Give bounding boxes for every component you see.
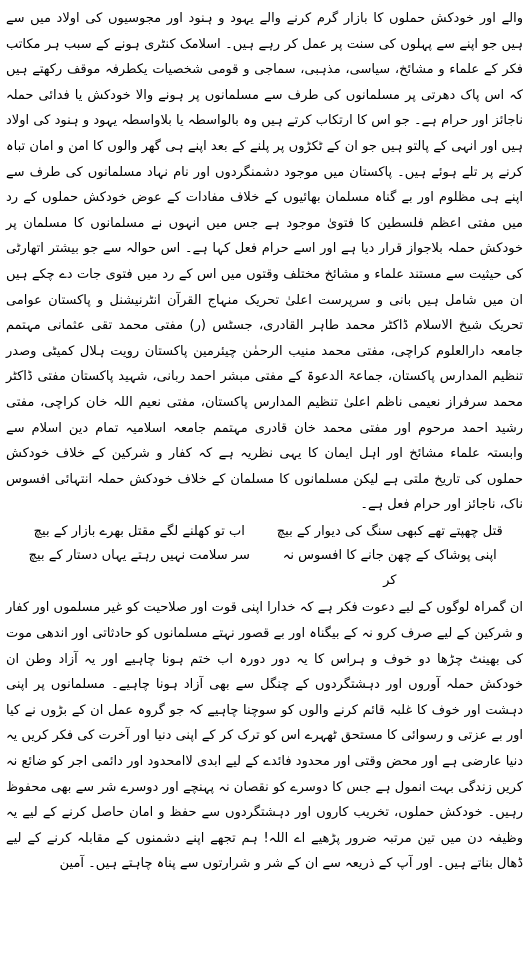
poem-verse-4: سر سلامت نہیں رہتے یہاں دستار کے بیچ — [28, 548, 250, 564]
paragraph-2: ان گمراہ لوگوں کے لیے دعوت فکر ہے کہ خدارا اپنی قوت اور صلاحیت کو غیر مسلموں اور کفار و شرکین کے لیے صرف کرو نہ کے بیگناہ اور بے قصور نہتے مسلمانوں کو حادثاتی اور اندھی موت کی بھینٹ چڑھا دو خوف و ہراس کا یہ دور دورہ اب ختم ہونا چاہیے اور یہ آزاد وطن ان خودکش حملہ آوروں اور دہشتگردوں کے چنگل سے بھی آزاد ہونا چاہیے۔ مسلمانوں پر اپنی دہشت اور خوف کا غلبہ قائم کرنے والوں کو سوچنا چاہیے کہ جو گروہ عمل ان کے بڑوں نے کیا اور بے عزتی و رسوائی کا مستحق ٹھہرے اس کو ترک کر کے اپنی دنیا اور آخرت کی فکر کریں یہ دنیا عارضی ہے اور محض وقتی اور محدود فائدے کے لیے ابدی لاامحدود اور دائمی اجر کو ضائع نہ کریں زندگی بہت انمول ہے جس کا دوسرے کو نقصان نہ پہنچے اور دوسرے شر سے بھی محفوظ رہیں۔ خودکش حملوں، تخریب کاروں اور دہشتگردوں سے حفظ و امان حاصل کرنے کے لیے یہ وظیفہ دن میں تین مرتبہ ضرور پڑھیے اے اللہ! ہم تجھے اپنے دشمنوں کے مقابلہ کرنے کے لیے ڈھال بناتے ہیں۔ اور آپ کے ذریعہ سے ان کے شر و شرارتوں سے پناہ چاہتے ہیں۔ آمین — [6, 600, 523, 872]
poem-verse-1: قتل چھپتے تھے کبھی سنگ کی دیوار کے بیچ — [276, 523, 503, 539]
paragraph-1: والے اور خودکش حملوں کا بازار گرم کرنے والے یہود و ہنود اور مجوسیوں کی اولاد میں سے ہیں جو اپنے سے پہلوں کی سنت پر عمل کر رہے ہیں۔ اسلامک کنٹری ہونے کے سبب ہر مکاتب فکر کے علماء و مشائخ، سیاسی، مذہبی، سماجی و قومی شخصیات یکطرفہ موقف رکھتے ہیں کہ اس پاک دھرتی پر مسلمانوں کی طرف سے مسلمانوں پر ہونے والا خودکش یا فدائی حملہ ناجائز اور حرام ہے۔ جو اس کا ارتکاب کرتے ہیں وہ بالواسطہ یا بلاواسطہ یہود و ہنود کی اولاد ہیں اور انہی کے پالتو ہیں جو ان کے ٹکڑوں پر پلنے کے بعد اپنے ہی گھر والوں کا امن و امان تباہ کرنے پر تلے ہوئے ہیں۔ پاکستان میں موجود دشمنگردوں اور نام نہاد مسلمانوں کی طرف سے اپنے ہی مظلوم اور بے گناہ مسلمان بھائیوں کے خلاف مفادات کے عوض خودکش حملوں کے رد میں مفتی اعظم فلسطین کا فتویٰ موجود ہے جس میں انہوں نے مسلمانوں کا مسلمان پر خودکش حملہ بلاجواز قرار دیا ہے اور اسے حرام فعل کہا ہے۔ اس حوالہ سے جو بیشتر اتھارٹی کی حیثیت سے مستند علماء و مشائخ مختلف وقتوں میں اس کے رد میں فتوی جات دے چکے ہیں ان میں شامل ہیں بانی و سرپرست اعلیٰ تحریک منہاج القرآن انٹرنیشنل و پاکستان عوامی تحریک شیخ الاسلام ڈاکٹر محمد طاہر القادری، جسٹس (ر) مفتی محمد تقی عثمانی مہتمم جامعہ دارالعلوم کراچی، مفتی محمد منیب الرحمٰن چیئرمین پاکستان رویت ہلال کمیٹی وصدر تنظیم المدارس پاکستان، جماعۃ الدعوۃ کے مفتی مبشر احمد ربانی، شہید پاکستان مفتی ڈاکٹر محمد سرفراز نعیمی ناظم اعلیٰ تنظیم المدارس پاکستان، مفتی نعیم اللہ خان کراچی، مفتی رشید احمد مرحوم اور مفتی محمد خان قادری مہتمم جامعہ اسلامیہ تمام دین اسلام سے وابستہ علماء مشائخ اور اہل ایمان کا یہی نظریہ ہے کہ کفار و شرکین کے خلاف خودکش حملوں کی تاریخ ملتی ہے لیکن مسلمانوں کا مسلمان کے خلاف خودکش حملہ انتہائی افسوس ناک، ناجائز اور حرام فعل ہے۔ — [6, 11, 523, 513]
poem-verse-3: اپنی پوشاک کے چھن جانے کا افسوس نہ کر — [282, 548, 497, 588]
poem-verse-2: اب تو کھلنے لگے مقتل بھرے بازار کے بیچ — [33, 523, 245, 539]
poem-couplets — [6, 518, 523, 596]
